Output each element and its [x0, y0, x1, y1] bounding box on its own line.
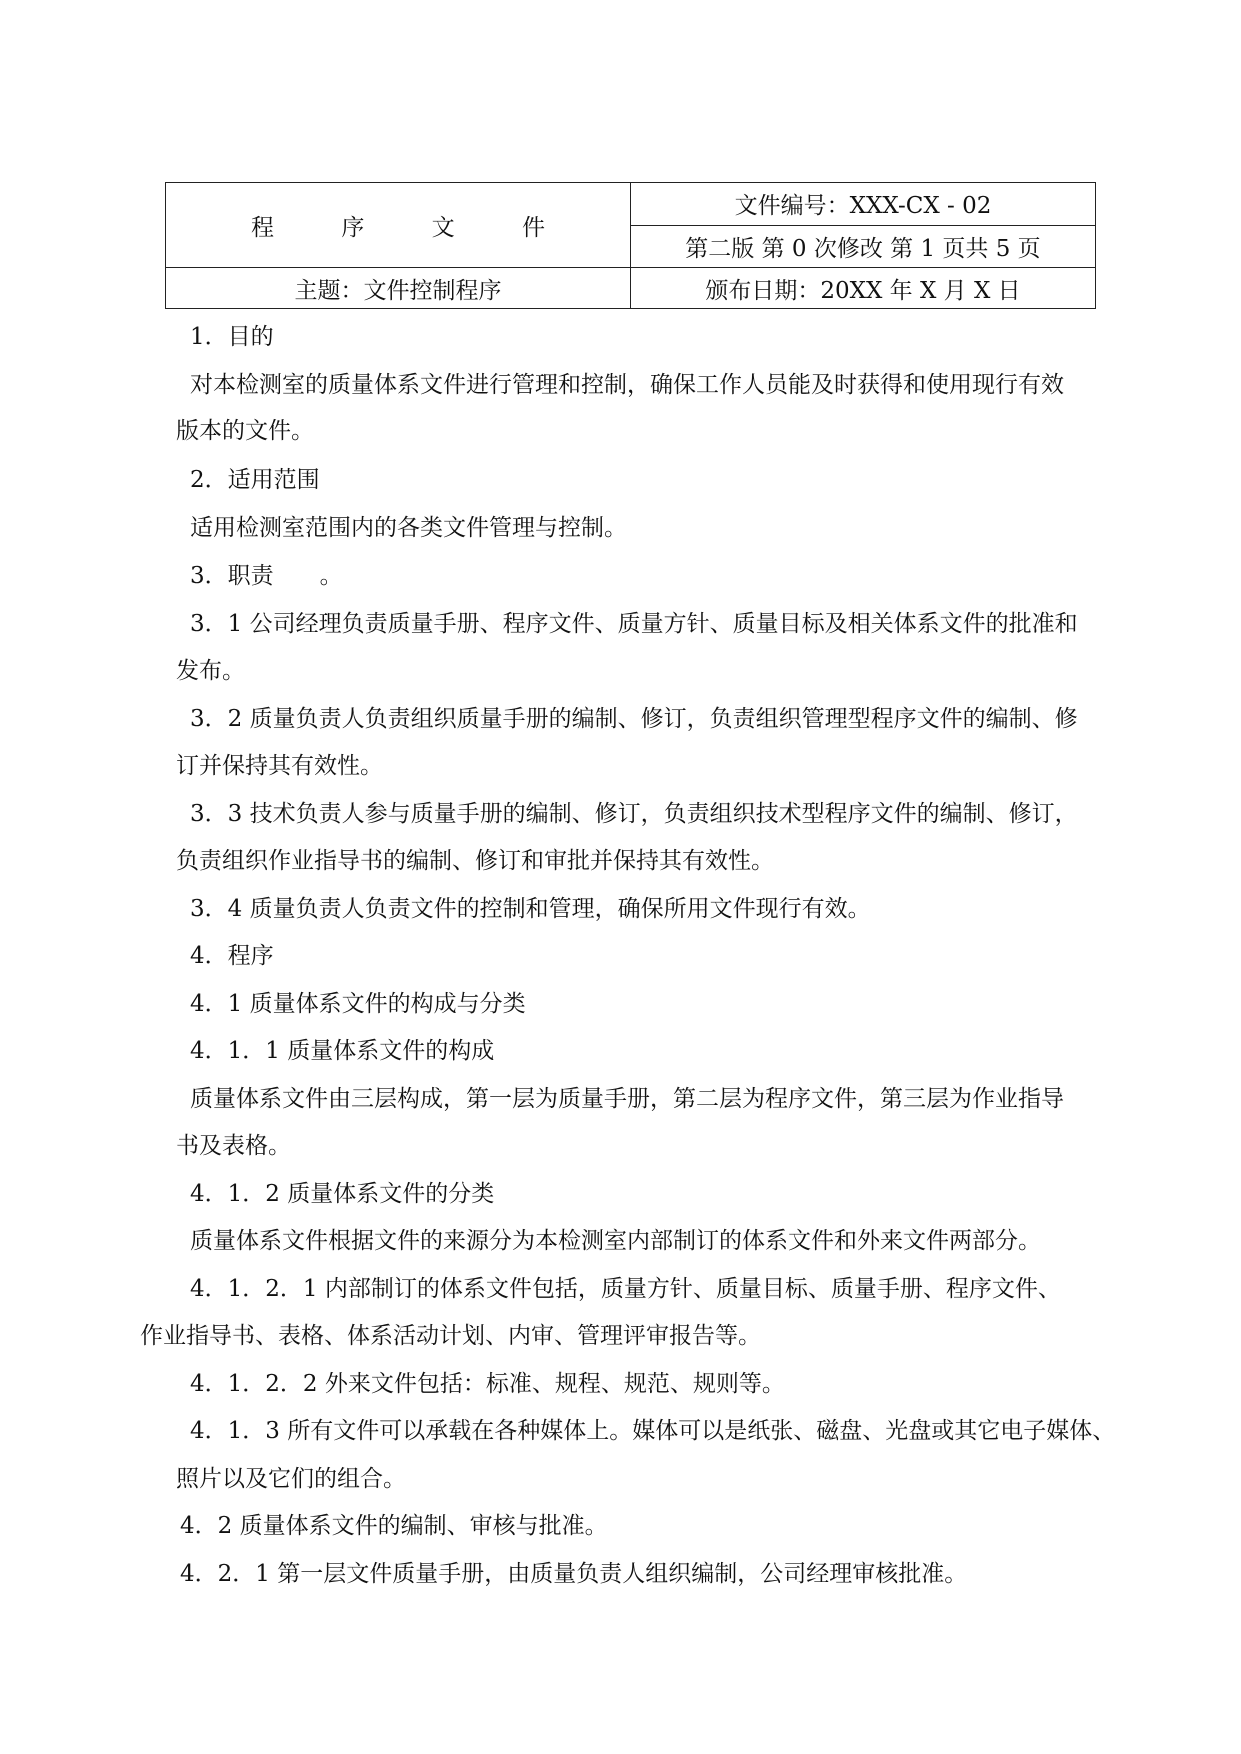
paragraph-line: 3．3 技术负责人参与质量手册的编制、修订，负责组织技术型程序文件的编制、修订，	[190, 801, 1078, 827]
subsection-heading: 4．1．1 质量体系文件的构成	[190, 1038, 495, 1064]
paragraph-line: 作业指导书、表格、体系活动计划、内审、管理评审报告等。	[140, 1323, 761, 1349]
paragraph-line: 4．1．2．2 外来文件包括：标准、规程、规范、规则等。	[190, 1371, 785, 1397]
paragraph-line: 4．2．1 第一层文件质量手册，由质量负责人组织编制，公司经理审核批准。	[180, 1561, 968, 1587]
subsection-heading: 4．1 质量体系文件的构成与分类	[190, 991, 526, 1017]
subsection-heading: 4．1．2 质量体系文件的分类	[190, 1181, 495, 1207]
paragraph-line: 4．1．2．1 内部制订的体系文件包括，质量方针、质量目标、质量手册、程序文件、	[190, 1276, 1061, 1302]
document-number: 文件编号：XXX-CX - 02	[631, 183, 1096, 226]
paragraph-line: 负责组织作业指导书的编制、修订和审批并保持其有效性。	[176, 848, 774, 874]
paragraph-line: 对本检测室的质量体系文件进行管理和控制，确保工作人员能及时获得和使用现行有效	[190, 372, 1064, 398]
paragraph-line: 质量体系文件由三层构成，第一层为质量手册，第二层为程序文件，第三层为作业指导	[190, 1086, 1064, 1112]
document-type-title: 程 序 文 件	[166, 183, 631, 268]
section-heading: 3．职责 。	[190, 563, 343, 589]
paragraph-line: 3．1 公司经理负责质量手册、程序文件、质量方针、质量目标及相关体系文件的批准和	[190, 611, 1078, 637]
paragraph-line: 质量体系文件根据文件的来源分为本检测室内部制订的体系文件和外来文件两部分。	[190, 1228, 1041, 1254]
paragraph-line: 书及表格。	[176, 1133, 291, 1159]
paragraph-line: 照片以及它们的组合。	[176, 1466, 406, 1492]
paragraph-line: 3．4 质量负责人负责文件的控制和管理，确保所用文件现行有效。	[190, 896, 871, 922]
issue-date: 颁布日期：20XX 年 X 月 X 日	[631, 268, 1096, 309]
document-header-table	[165, 182, 1096, 309]
paragraph-line: 适用检测室范围内的各类文件管理与控制。	[190, 515, 627, 541]
paragraph-line: 版本的文件。	[176, 418, 314, 444]
version-info: 第二版 第 0 次修改 第 1 页共 5 页	[631, 225, 1096, 268]
paragraph-line: 4．1．3 所有文件可以承载在各种媒体上。媒体可以是纸张、磁盘、光盘或其它电子媒体、	[190, 1418, 1116, 1444]
section-heading: 1．目的	[190, 324, 274, 350]
section-heading: 2．适用范围	[190, 467, 320, 493]
paragraph-line: 3．2 质量负责人负责组织质量手册的编制、修订，负责组织管理型程序文件的编制、修	[190, 706, 1078, 732]
paragraph-line: 订并保持其有效性。	[176, 753, 383, 779]
subsection-heading: 4．2 质量体系文件的编制、审核与批准。	[180, 1513, 608, 1539]
paragraph-line: 发布。	[176, 658, 245, 684]
section-heading: 4．程序	[190, 943, 274, 969]
subject: 主题：文件控制程序	[166, 268, 631, 309]
